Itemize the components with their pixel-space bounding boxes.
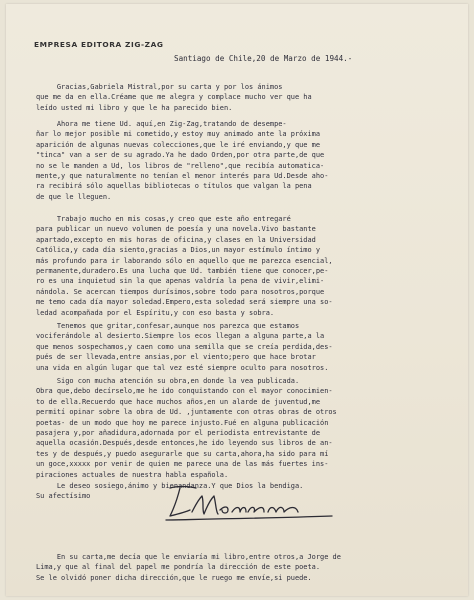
text-line: Lima,y que al final del papel me pondría la dirección de este poeta. (36, 563, 321, 572)
letterhead: EMPRESA EDITORA ZIG-ZAG (34, 40, 164, 49)
text-line: Sigo con mucha atención su obra,en donde la vea publicada. (36, 377, 300, 385)
text-line: nándola. Se acercan tiempos durísimos,sobre todo para nosotros,porque (36, 287, 325, 296)
paragraph-postscript (36, 552, 456, 583)
text-line: permití opinar sobre la obra de Ud. ,juntamente con otras obras de otros (36, 408, 337, 417)
text-line: que menos sospechamos,y caen como una semilla que se creía perdida,des- (36, 342, 333, 351)
text-line: Tenemos que gritar,confesar,aunque nos parezca que estamos (36, 322, 300, 330)
text-line: no se le manden a Ud, los libros de "relleno",que recibía automatica- (36, 161, 325, 170)
text-line: una vida en algún lugar que tal vez esté siempre oculto para nosotros. (36, 363, 329, 372)
letter-date: Santiago de Chile,20 de Marzo de 1944.- (174, 54, 353, 63)
text-line: de que le lleguen. (36, 192, 112, 201)
paragraph-work (36, 214, 456, 318)
text-line: Le deseo sosiego,ánimo y bienandanza.Y que Dios la bendiga. (36, 482, 304, 490)
text-line: leído usted mi libro y que le ha parecido bien. (36, 103, 233, 112)
text-line: Se le olvidó poner dicha dirección,que le ruego me envíe,si puede. (36, 573, 312, 582)
letter-page (6, 4, 468, 596)
text-line: permanente,duradero.Es una lucha que Ud. también tiene que conocer,pe- (36, 267, 329, 276)
text-line: Su afectísimo (36, 492, 91, 501)
text-line: ñar lo mejor posible mi cometido,y estoy muy animado ante la próxima (36, 130, 321, 139)
text-line: me temo cada día mayor soledad.Empero,esta soledad será siempre una so- (36, 298, 333, 307)
text-line: tes y de después,y puedo asegurarle que su carta,ahora,ha sido para mí (36, 449, 329, 458)
handwritten-signature (156, 482, 336, 522)
text-line: ledad acompañada por el Espíritu,y con eso basta y sobra. (36, 308, 275, 317)
text-line: Trabajo mucho en mis cosas,y creo que este año entregaré (36, 215, 291, 223)
text-line: mente,y que naturalmente no tenían el menor interés para Ud.Desde aho- (36, 172, 329, 181)
text-line: En su carta,me decía que le enviaría mi libro,entre otros,a Jorge de (36, 553, 341, 561)
text-line: "tinca" van a ser de su agrado.Ya he dado Orden,por otra parte,de que (36, 151, 325, 160)
paragraph-zigzag (36, 119, 456, 202)
text-line: un goce,xxxxx por venir de quien me parece una de las más fuertes ins- (36, 460, 329, 469)
text-line: ra recibirá sólo aquellas bibliotecas o títulos que valgan la pena (36, 182, 312, 191)
text-line: aquella ocasión.Después,desde entonces,he ido leyendo sus libros de an- (36, 439, 333, 448)
text-line: piraciones actuales de nuestra habla española. (36, 470, 229, 479)
text-line: aparición de algunas nuevas colecciones,que le iré enviando,y que me (36, 140, 321, 149)
text-line: to de ella.Recuerdo que hace muchos años,en un alarde de juventud,me (36, 397, 321, 406)
text-line: que me da en ella.Créame que me alegra y complace mucho ver que ha (36, 93, 312, 102)
paragraph-thanks (36, 82, 456, 113)
text-line: Obra que,debo decírselo,me he ido conquistando con el mayor conocimien- (36, 387, 333, 396)
text-line: para publicar un nuevo volumen de poesía y una novela.Vivo bastante (36, 225, 316, 234)
text-line: ro es una inquietud sin la que apenas valdría la pena de vivir,elimi- (36, 277, 325, 286)
text-line: poetas- de un modo que hoy me parece injusto.Fué en alguna publicación (36, 418, 329, 427)
text-line: Ahora me tiene Ud. aquí,en Zig-Zag,tratando de desempe- (36, 120, 287, 128)
text-line: apartado,excepto en mis horas de oficina,y clases en la Universidad (36, 235, 316, 244)
paragraph-shout (36, 321, 456, 373)
text-line: vociferándole al desierto.Siempre los ecos llegan a alguna parte,a la (36, 332, 325, 341)
text-line: pasajera y,por añadidura,adornada por el periodista entrevistante de (36, 429, 321, 438)
paragraph-follow (36, 376, 456, 480)
text-line: pués de ser llevada,entre ansias,por el viento;pero que hace brotar (36, 353, 316, 362)
text-line: Gracias,Gabriela Mistral,por su carta y por los ánimos (36, 83, 283, 91)
text-line: más profundo para ir laborando sólo en aquello que me parezca esencial, (36, 256, 333, 265)
text-line: Católica,y cada día siento,gracias a Dios,un mayor estímulo íntimo y (36, 246, 321, 255)
